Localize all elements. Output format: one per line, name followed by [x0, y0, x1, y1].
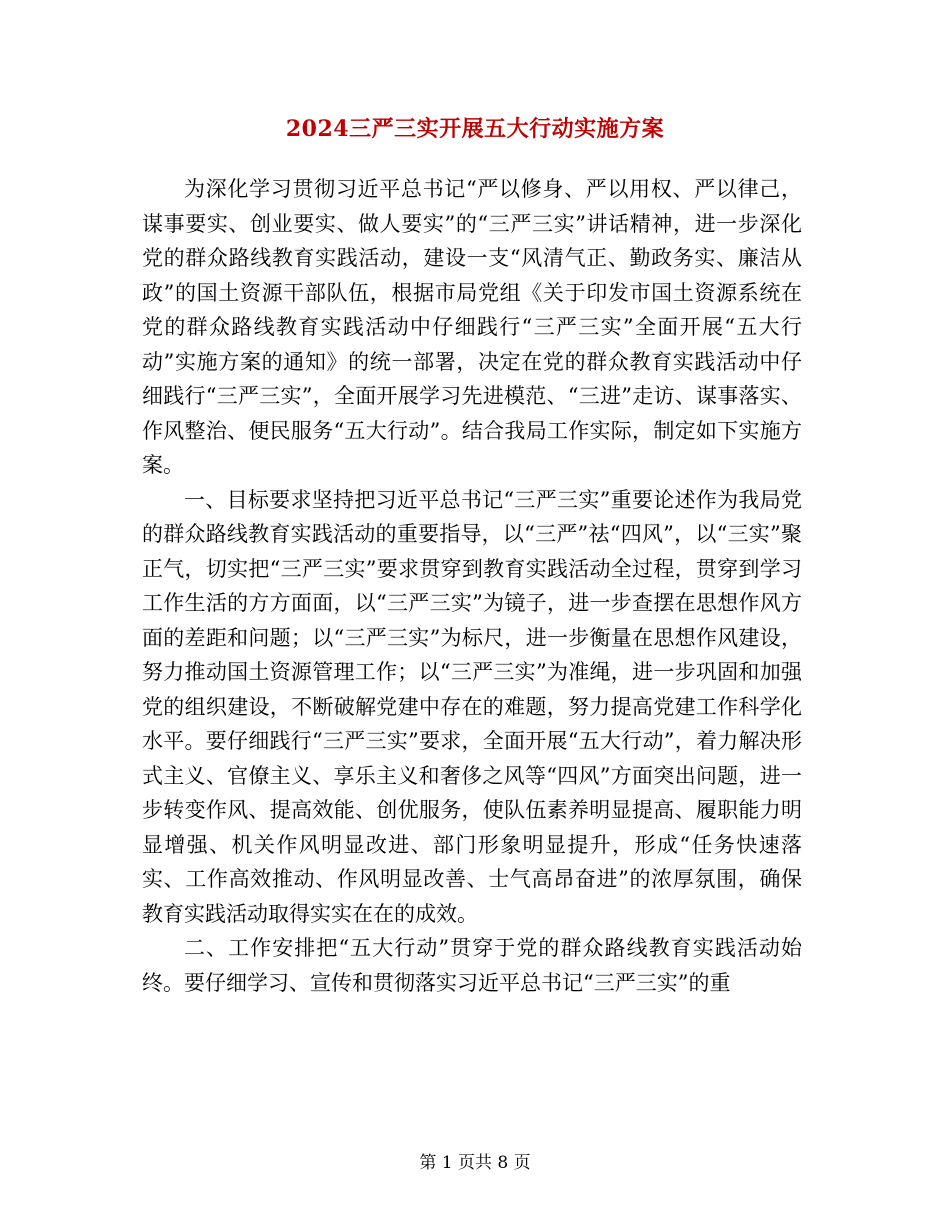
- document-body: [142, 172, 802, 1000]
- paragraph-goals: 一、目标要求坚持把习近平总书记“三严三实”重要论述作为我局党的群众路线教育实践活动的重要指导，以“三严”祛“四风”，以“三实”聚正气，切实把“三严三实”要求贯穿到教育实践活动全过程，贯穿到学习工作生活的方方面面，以“三严三实”为镜子，进一步查摆在思想作风方面的差距和问题；以“三严三实”为标尺，进一步衡量在思想作风建设，努力推动国土资源管理工作；以“三严三实”为准绳，进一步巩固和加强党的组织建设，不断破解党建中存在的难题，努力提高党建工作科学化水平。要仔细践行“三严三实”要求，全面开展“五大行动”，着力解决形式主义、官僚主义、享乐主义和奢侈之风等“四风”方面突出问题，进一步转变作风、提高效能、创优服务，使队伍素养明显提高、履职能力明显增强、机关作风明显改进、部门形象明显提升，形成“任务快速落实、工作高效推动、作风明显改善、士气高昂奋进”的浓厚氛围，确保教育实践活动取得实实在在的成效。: [142, 487, 802, 926]
- page-footer: 第 1 页共 8 页: [419, 1153, 531, 1173]
- paragraph-arrangement: 二、工作安排把“五大行动”贯穿于党的群众路线教育实践活动始终。要仔细学习、宣传和贯彻落实习近平总书记“三严三实”的重: [142, 936, 802, 995]
- document-title: 2024三严三实开展五大行动实施方案: [285, 116, 665, 142]
- paragraph-intro: 为深化学习贯彻习近平总书记“严以修身、严以用权、严以律己，谋事要实、创业要实、做人要实”的“三严三实”讲话精神，进一步深化党的群众路线教育实践活动，建设一支“风清气正、勤政务实、廉洁从政”的国土资源干部队伍，根据市局党组《关于印发市国土资源系统在党的群众路线教育实践活动中仔细践行“三严三实”全面开展“五大行动”实施方案的通知》的统一部署，决定在党的群众教育实践活动中仔细践行“三严三实”，全面开展学习先进模范、“三进”走访、谋事落实、作风整治、便民服务“五大行动”。结合我局工作实际，制定如下实施方案。: [142, 177, 802, 477]
